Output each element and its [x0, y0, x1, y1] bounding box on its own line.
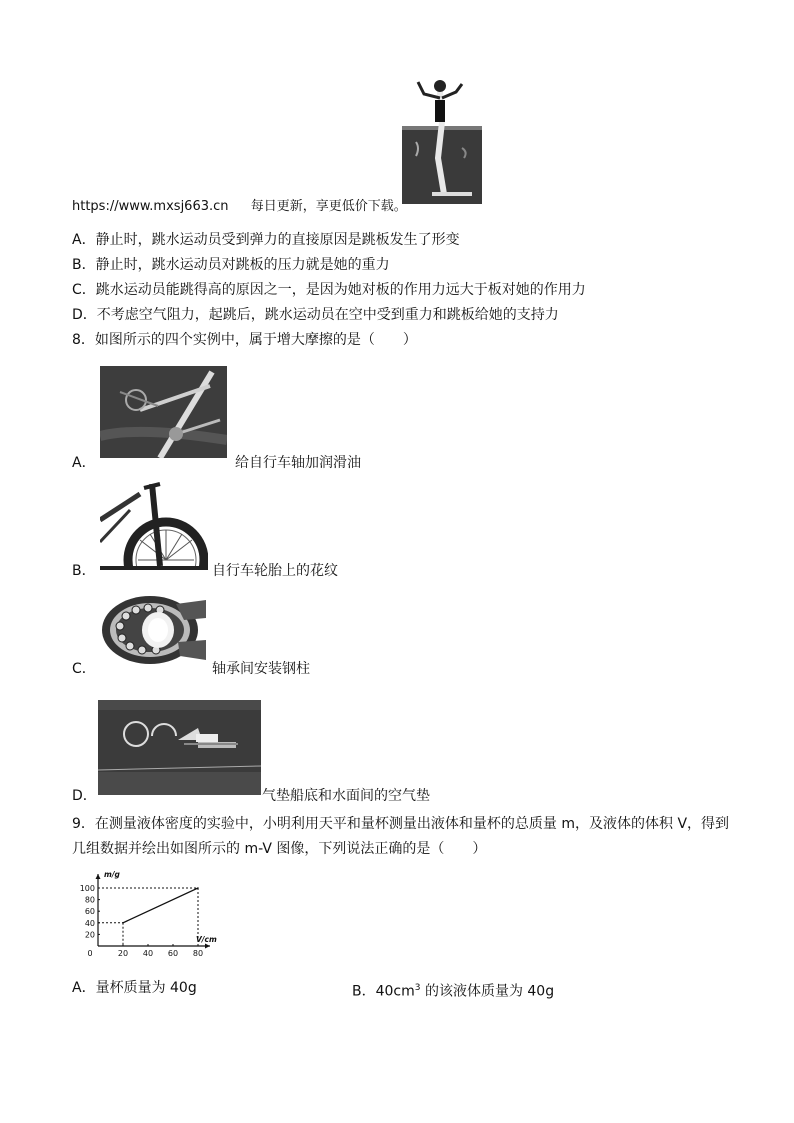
y-tick-label: 20: [84, 930, 95, 940]
q9-stem-line1: 9．在测量液体密度的实验中，小明利用天平和量杯测量出液体和量杯的总质量 m，及液体的体积 V，得到: [72, 816, 730, 832]
diver-photo: [402, 78, 482, 204]
q8-option-a-caption: 给自行车轴加润滑油: [235, 455, 361, 471]
q8-option-a-letter: A．: [72, 455, 96, 471]
m-v-chart: [72, 868, 232, 964]
q7-option-c: C．跳水运动员能跳得高的原因之一，是因为她对板的作用力远大于板对她的作用力: [72, 282, 586, 298]
q9-option-a: A．量杯质量为 40g: [72, 980, 197, 996]
q8-option-b-letter: B．: [72, 563, 96, 579]
data-point: [122, 922, 124, 924]
y-tick-label: 100: [79, 884, 95, 893]
hovercraft-photo: [98, 700, 261, 795]
series-line: [123, 888, 198, 923]
x-axis-label: V/cm: [196, 935, 217, 944]
watermark-url[interactable]: https://www.mxsj663.cn: [72, 199, 229, 214]
bike-axle-photo: [100, 366, 227, 458]
x-tick-label: 60: [167, 949, 179, 958]
q9-option-b: B．$40cm^3$ 的该液体质量为 40g: [352, 983, 555, 1000]
data-point: [197, 887, 199, 889]
q7-option-a: A．静止时，跳水运动员受到弹力的直接原因是跳板发生了形变: [72, 232, 460, 248]
q8-option-c-caption: 轴承间安装钢柱: [212, 661, 310, 677]
q8-option-b-caption: 自行车轮胎上的花纹: [212, 563, 338, 579]
x-tick-label: 40: [142, 949, 154, 958]
q8-option-c-letter: C．: [72, 661, 96, 677]
q8-option-d-caption: 气垫船底和水面间的空气垫: [262, 788, 430, 804]
q7-option-d: D．不考虑空气阻力，起跳后，跳水运动员在空中受到重力和跳板给她的支持力: [72, 307, 559, 323]
y-tick-label: 60: [84, 907, 95, 917]
m-v-chart-svg: [72, 868, 232, 964]
x-tick-label: 20: [117, 949, 129, 958]
x-axis-arrow: [205, 944, 210, 949]
y-axis-arrow: [96, 874, 101, 879]
q8-stem: 8．如图所示的四个实例中，属于增大摩擦的是（ ）: [72, 332, 417, 348]
x-tick-label: 80: [192, 949, 204, 958]
q9-stem-line2: 几组数据并绘出如图所示的 m-V 图像，下列说法正确的是（ ）: [72, 841, 487, 857]
y-axis-label: m/g: [104, 870, 120, 879]
x-tick-label: 0: [87, 949, 93, 958]
watermark-line: [72, 198, 407, 216]
bike-tire-photo: [100, 480, 208, 570]
q7-option-b: B．静止时，跳水运动员对跳板的压力就是她的重力: [72, 257, 390, 273]
q8-option-d-letter: D．: [72, 788, 97, 804]
y-tick-label: 40: [84, 918, 95, 928]
y-tick-label: 80: [84, 895, 95, 905]
bearing-photo: [100, 590, 208, 668]
watermark-text: 每日更新，享更低价下载。: [250, 199, 407, 214]
